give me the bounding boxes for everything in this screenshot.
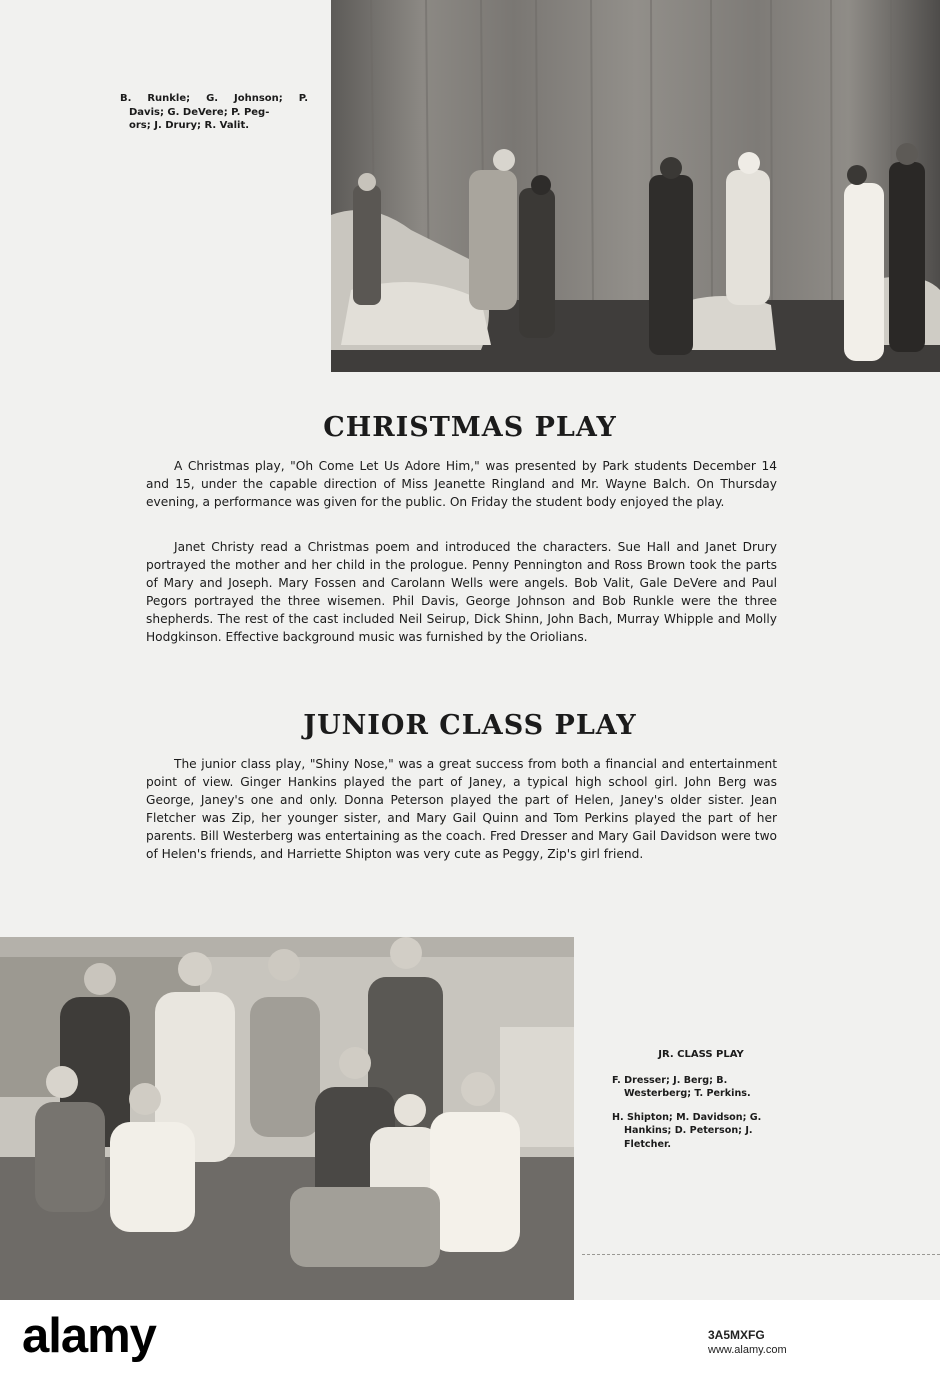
caption-line: F. Dresser; J. Berg; B. Westerberg; T. Perkins. (612, 1075, 751, 1100)
junior-class-play-photo (0, 937, 574, 1300)
caption-line: B. Runkle; G. Johnson; P. (120, 93, 308, 104)
caption-line: H. Shipton; M. Davidson; G. Hankins; D. Peterson; J. Fletcher. (612, 1111, 762, 1150)
christmas-photo-caption (120, 92, 308, 133)
caption-line: Davis; G. DeVere; P. Peg- (129, 106, 270, 118)
junior-caption-title: JR. CLASS PLAY (658, 1049, 744, 1060)
christmas-play-photo (331, 0, 940, 372)
footer-info (708, 1327, 787, 1358)
junior-class-play-heading: JUNIOR CLASS PLAY (303, 710, 637, 741)
christmas-paragraph-1: A Christmas play, "Oh Come Let Us Adore Him," was presented by Park students December 14 and 15, under the capable direction of Miss Jeanette Ringland and Mr. Wayne Balch. On Thursday evening, a performance was given for the public. On Friday the student body enjoyed the play. (146, 459, 777, 509)
divider-line (582, 1254, 940, 1255)
caption-line: ors; J. Drury; R. Valit. (129, 120, 250, 131)
image-id: 3A5MXFG (708, 1328, 765, 1342)
christmas-paragraph-2: Janet Christy read a Christmas poem and introduced the characters. Sue Hall and Janet Drury portrayed the mother and her child in the prologue. Penny Pennington and Ross Brown took the parts of Mary and Joseph. Mary Fossen and Carolann Wells were angels. Bob Valit, Gale DeVere and Paul Pegors portrayed the three wisemen. Phil Davis, George Johnson and Bob Runkle were the three shepherds. The rest of the cast included Neil Seirup, Dick Shinn, John Bach, Murray Whipple and Molly Hodgkinson. Effective background music was furnished by the Oriolians. (146, 540, 777, 644)
junior-paragraph: The junior class play, "Shiny Nose," was a great success from both a financial and entertainment point of view. Ginger Hankins played the part of Janey, a typical high school girl. John Berg was George, Janey's one and only. Donna Peterson played the part of Helen, Janey's older sister. Jean Fletcher was Zip, her younger sister, and Mary Gail Quinn and Tom Perkins played the part of her parents. Bill Westerberg was entertaining as the coach. Fred Dresser and Mary Gail Davidson were two of Helen's friends, and Harriette Shipton was very cute as Peggy, Zip's girl friend. (146, 757, 777, 861)
christmas-play-heading: CHRISTMAS PLAY (323, 412, 617, 443)
group-photo-illustration (0, 937, 574, 1300)
alamy-logo: alamy (22, 1309, 156, 1363)
site-url: www.alamy.com (708, 1344, 787, 1357)
junior-photo-caption (612, 1048, 790, 1151)
stage-scene-illustration (331, 0, 940, 372)
